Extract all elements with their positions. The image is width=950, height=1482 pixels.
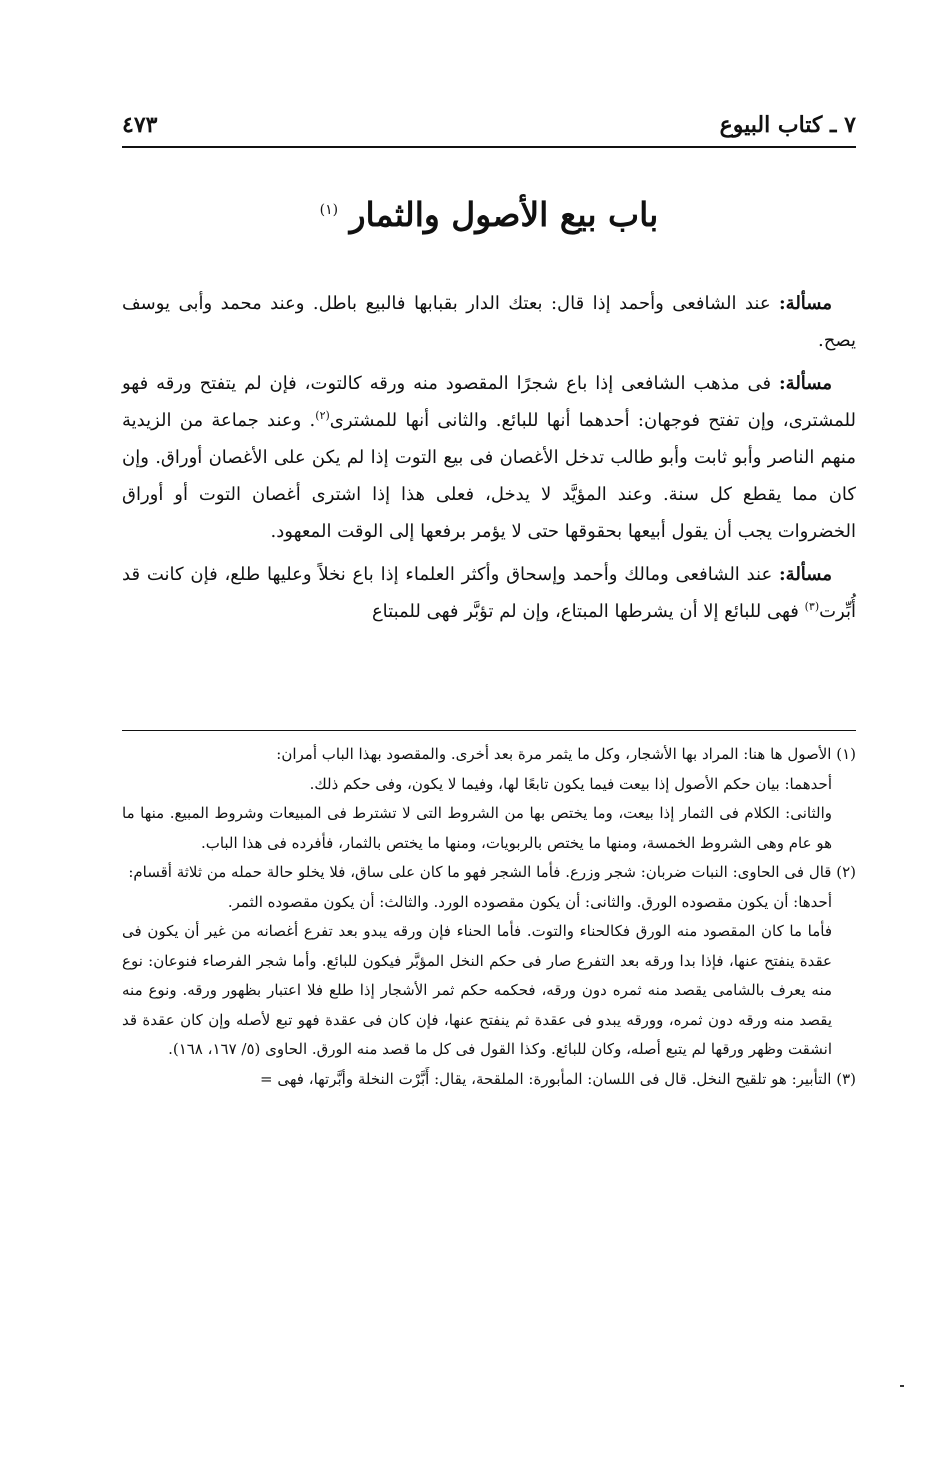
footnotes <box>122 740 856 1094</box>
chapter-title: ٧ ـ كتاب البيوع <box>719 112 856 138</box>
footnote-ref-3: (٣) <box>804 600 820 613</box>
paragraph-text: عند الشافعى ومالك وأحمد وإسحاق وأكثر العلماء إذا باع نخلاً وعليها طلع، فإن كانت قد أُبِّرت <box>122 564 856 622</box>
section-title-text: باب بيع الأصول والثمار <box>349 195 659 234</box>
section-title <box>122 195 856 234</box>
footnote-ref-2: (٢) <box>315 409 330 422</box>
footnote-2: (٢) قال فى الحاوى: النبات ضربان: شجر وزرع. فأما الشجر فهو ما كان على ساق، فلا يخلو حالة حمله من ثلاثة أقسام: <box>128 863 856 881</box>
footnote-1-line: والثانى: الكلام فى الثمار إذا بيعت، وما يختص بها من الشروط التى لا تشترط فى المبيعات وشروط المبيع. منها ما هو عام وهى الشروط الخمسة، ومنها ما يختص بالربويات، ومنها ما يختص بالثمار، فأفرده فى هذا الباب. <box>122 804 832 852</box>
paragraph-text: . وعند جماعة من الزيدية منهم الناصر وأبو ثابت وأبو طالب تدخل الأغصان فى بيع التوت إذا لم يكن على الأغصان أوراق. وإن كان مما يقطع كل سنة. وعند المؤيَّد لا يدخل، فعلى هذا إذا اشترى أغصان التوت أو أوراق الخضروات يجب أن يقول أبيعها بحقوقها حتى لا يؤمر برفعها إلى الوقت المعهود. <box>122 410 856 542</box>
paragraph-text: فى مذهب الشافعى إذا باع شجرًا المقصود منه ورقه كالتوت، فإن لم يتفتح ورقه فهو للمشترى، وإن تفتح فوجهان: أحدهما أنها للبائع. والثانى أنها للمشترى <box>122 373 856 431</box>
paragraph-3 <box>122 556 856 630</box>
paragraph-text: عند الشافعى وأحمد إذا قال: بعتك الدار بقبابها فالبيع باطل. وعند محمد وأبى يوسف يصح. <box>122 293 856 351</box>
footnote-2-line: أحدها: أن يكون مقصوده الورق. والثانى: أن يكون مقصوده الورد. والثالث: أن يكون مقصوده الثمر. <box>227 892 832 911</box>
header-divider <box>122 146 856 148</box>
page-header <box>122 108 856 148</box>
paragraph-lead: مسألة: <box>779 564 832 585</box>
main-text <box>122 285 856 636</box>
paragraph-1 <box>122 285 856 359</box>
page-number: ٤٧٣ <box>122 112 158 138</box>
footnote-ref-1: (١) <box>319 202 339 218</box>
paragraph-lead: مسألة: <box>779 293 832 314</box>
footnote-1-line: أحدهما: بيان حكم الأصول إذا بيعت فيما يكون تابعًا لها، وفيما لا يكون، وفى حكم ذلك. <box>309 774 832 793</box>
footnote-2-line: فأما ما كان المقصود منه الورق فكالحناء والتوت. فأما الحناء فإن ورقه يبدو بعد تفرع أغصانه من غير أن يكون فى عقدة ينفتح عنها، فإذا بدا ورقه بعد التفرع صار فى حكم النخل المؤبَّر فيكون للبائع. وأما شجر الفرصاء فنوعان: نوع منه يعرف بالشامى يقصد منه ثمره دون ورقه، فحكمه حكم ثمر الأشجار إذا طلع فلا اعتبار بظهور ورقه. ونوع منه يقصد منه ورقه دون ثمره، وورقه يبدو فى عقدة ثم ينفتح عنها، فإن كان فى عقدة فهو تبع لأصله وإن كان عقدة قد انشقت وظهر ورقها لم يتبع أصله، وكان للبائع. وكذا القول فى كل ما قصد منه الورق. الحاوى (٥/ ١٦٧، ١٦٨). <box>122 922 833 1058</box>
scan-speck <box>900 1385 904 1387</box>
footnote-divider <box>122 730 856 731</box>
paragraph-text: فهى للبائع إلا أن يشرطها المبتاع، وإن لم تؤبَّر فهى للمبتاع <box>371 601 805 622</box>
paragraph-2 <box>122 365 856 550</box>
paragraph-lead: مسألة: <box>779 373 832 394</box>
footnote-1: (١) الأصول ها هنا: المراد بها الأشجار، وكل ما يثمر مرة بعد أخرى. والمقصود بهذا الباب أمران: <box>276 745 856 763</box>
footnote-3: (٣) التأبير: هو تلقيح النخل. قال فى اللسان: المأبورة: الملقحة، يقال: أَبَّرْت النخلة وأبَّرتها، فهى = <box>260 1069 856 1088</box>
